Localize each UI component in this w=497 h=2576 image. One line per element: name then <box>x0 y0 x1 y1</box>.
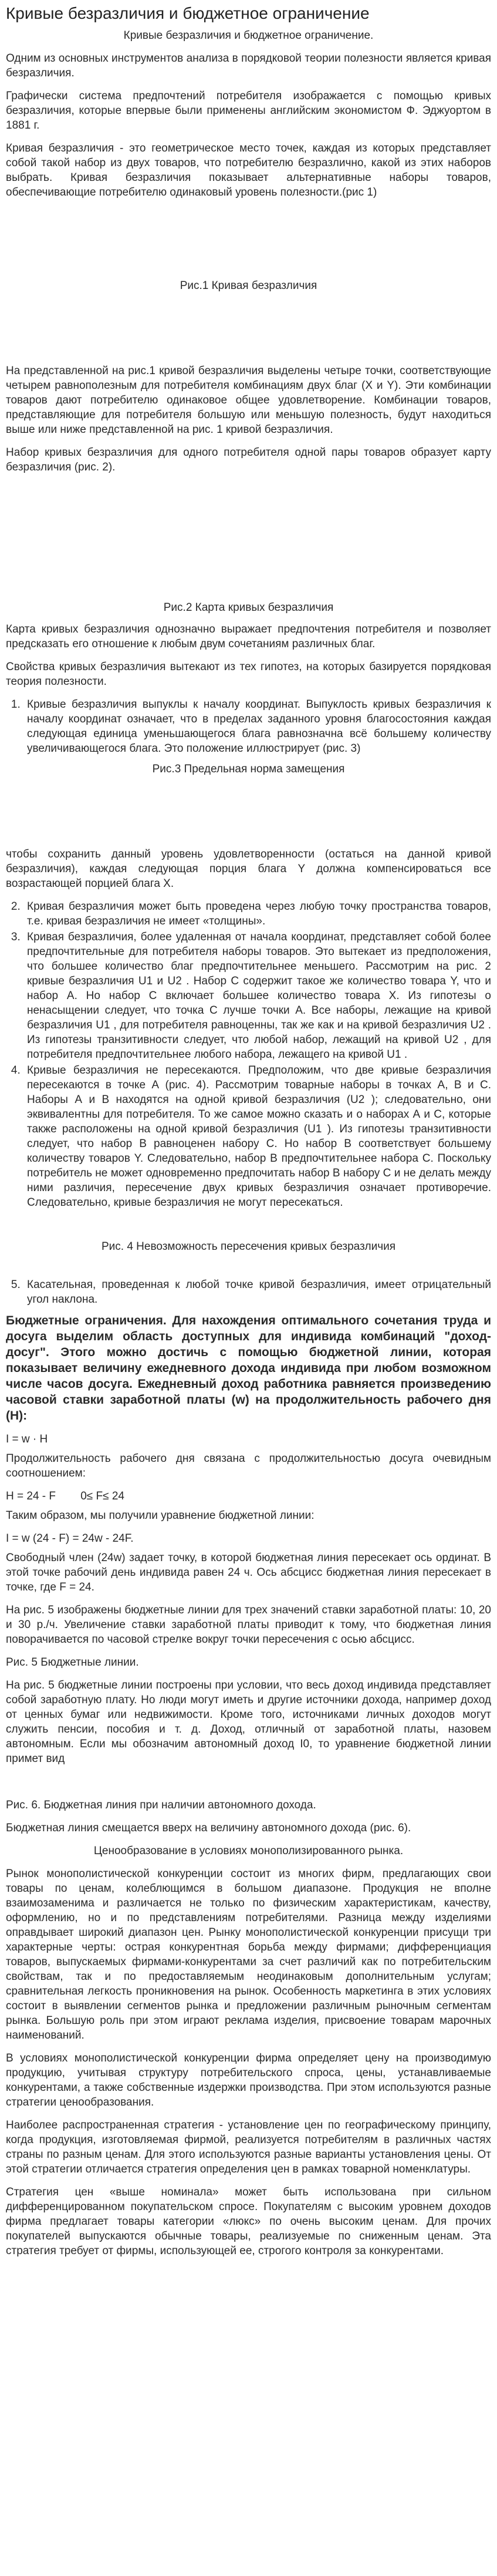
figure-placeholder <box>6 208 491 278</box>
paragraph: Наиболее распространенная стратегия - установление цен по географическому принципу, когда продукция, изготовляемая фирмой, реализуется потребителям в различных частях страны по разным ценам. Для этого используются разные варианты установления цены. От этой стратегии отличается стратегия определения цен в рамках товарной номенклатуры. <box>6 2119 491 2175</box>
paragraph: Свойства кривых безразличия вытекают из тех гипотез, на которых базируется порядковая теория полезности. <box>6 661 491 688</box>
figure-placeholder <box>6 1216 491 1239</box>
properties-list <box>6 899 491 1210</box>
budget-constraint-heading: Бюджетные ограничения. Для нахождения оптимального сочетания труда и досуга выделим область доступных для индивида комбинаций "доход-досуг". Этого можно достичь с помощью бюджетной линии, которая показывает величину ежедневного дохода индивида при любом возможном числе часов досуга. Ежедневный доход работника равняется произведению часовой ставки заработной платы (w) на продолжительность рабочего дня (H): <box>6 1314 491 1422</box>
paragraph: На представленной на рис.1 кривой безразличия выделены четыре точки, соответствующие четырем равнополезным для потребителя комбинациям двух благ (X и Y). Эти комбинации товаров дают потребителю одинаковое общее удовлетворение. Комбинации товаров, представляющие для потребителя большую или меньшую полезность, будут находиться выше или ниже представленной на рис. 1 кривой безразличия. <box>6 365 491 436</box>
paragraph: Таким образом, мы получили уравнение бюджетной линии: <box>6 1509 315 1522</box>
properties-list <box>6 697 491 756</box>
paragraph: Рынок монополистической конкуренции состоит из многих фирм, предлагающих свои товары по ценам, колеблющимся в большом диапазоне. Продукция не вполне взаимозаменима и различается не только по физическим характеристикам, качеству, оформлению, но и по представлениям потребителями. Разница между изделиями оправдывает широкий диапазон цен. Рынку монополистической конкуренции присущи три характерные черты: острая конкурентная борьба между фирмами; дифференциация товаров, выпускаемых фирмами-конкурентами за счет различий как по потребительским свойствам, так и по предоставляемым неодинаковым дополнительным услугам; сравнительная легкость проникновения на рынок. Особенность маркетинга в этих условиях состоит в выявлении сегментов рынка и предложении различным рыночным сегментам рынка. Большую роль при этом играют реклама изделия, присвоение товарам марочных наименований. <box>6 1868 491 2042</box>
list-item: 3. Кривая безразличия, более удаленная от начала координат, представляет собой более предпочтительные для потребителя наборы товаров. Это вытекает из предположения, что большее количество благ предпочтительнее меньшего. Рассмотрим на рис. 2 кривые безразличия U1 и U2 . Набор С содержит такое же количество товара Y, что и набор А. Но набор С включает большее количество товара X. Из гипотезы о ненасыщении следует, что точка С лучше точки А. Все наборы, лежащие на кривой безразличия U1 , для потребителя равноценны, так же как и на кривой безразличия U2 . Из гипотезы транзитивности следует, что любой набор, лежащий на кривой U2 , для потребителя предпочтительнее любого набора, лежащего на кривой U1 . <box>23 930 491 1062</box>
paragraph: Одним из основных инструментов анализа в порядковой теории полезности является кривая безразличия. <box>6 52 491 79</box>
paragraph: На рис. 5 бюджетные линии построены при условии, что весь доход индивида представляет собой заработную плату. Но люди могут иметь и другие источники дохода, например доход от ценных бумаг или недвижимости. Кроме того, источниками личных доходов могут служить пенсии, пособия и т. д. Доход, отличный от заработной платы, назовем автономным. Если мы обозначим автономный доход I0, то уравнение бюджетной линии примет вид <box>6 1679 491 1765</box>
formula: H = 24 - F 0≤ F≤ 24 <box>6 1490 124 1502</box>
figure-placeholder <box>6 1774 491 1798</box>
paragraph: Набор кривых безразличия для одного потребителя одной пары товаров образует карту безразличия (рис. 2). <box>6 446 491 473</box>
paragraph: чтобы сохранить данный уровень удовлетворенности (остаться на данной кривой безразличия), каждая следующая порция блага Y должна компенсироваться все возрастающей порцией блага X. <box>6 848 491 890</box>
list-item: 4. Кривые безразличия не пересекаются. Предположим, что две кривые безразличия пересекаются в точке А (рис. 4). Рассмотрим товарные наборы в точках А, В и С. Наборы А и В находятся на одной кривой безразличия (U2 ); следовательно, они эквивалентны для потребителя. То же самое можно сказать и о наборах А и С, которые также расположены на одной кривой безразличия (U1 ). Из гипотезы транзитивности следует, что набор В равноценен набору С. Но набор В соответствует большему количеству товаров Y. Следовательно, набор В предпочтительнее набора С. Поскольку потребитель не может одновременно предпочитать набор В набору С и не делать между ними различия, пересечение двух кривых безразличия означает противоречие. Следовательно, кривые безразличия не могут пересекаться. <box>23 1063 491 1210</box>
list-item: 2. Кривая безразличия может быть проведена через любую точку пространства товаров, т.е. кривая безразличия не имеет «толщины». <box>23 899 491 929</box>
paragraph: На рис. 5 изображены бюджетные линии для трех значений ставки заработной платы: 10, 20 и 30 р./ч. Увеличение ставки заработной платы приводит к тому, что бюджетная линия поворачивается по часовой стрелке вокруг точки пересечения с осью абсцисс. <box>6 1604 491 1646</box>
figure-caption: Рис.1 Кривая безразличия <box>180 280 317 292</box>
section-heading: Ценообразование в условиях монополизированного рынка. <box>93 1845 404 1857</box>
formula: I = w (24 - F) = 24w - 24F. <box>6 1532 134 1545</box>
figure-caption: Рис. 6. Бюджетная линия при наличии автономного дохода. <box>6 1799 316 1811</box>
paragraph: Продолжительность рабочего дня связана с продолжительностью досуга очевидным соотношением: <box>6 1452 491 1479</box>
figure-caption: Рис. 4 Невозможность пересечения кривых безразличия <box>101 1240 396 1253</box>
figure-caption: Рис.3 Предельная норма замещения <box>152 763 345 775</box>
paragraph: Кривая безразличия - это геометрическое место точек, каждая из которых представляет собой такой набор из двух товаров, что потребителю безразлично, какой из этих наборов выбрать. Кривая безразличия показывает альтернативные наборы товаров, обеспечивающие потребителю одинаковый уровень полезности.(рис 1) <box>6 142 491 199</box>
list-item: 5. Касательная, проведенная к любой точке кривой безразличия, имеет отрицательный угол наклона. <box>23 1277 491 1307</box>
paragraph: Свободный член (24w) задает точку, в которой бюджетная линия пересекает ось ординат. В этой точке рабочий день индивида равен 24 ч. Ось абсцисс бюджетная линия пересекает в точке, где F = 24. <box>6 1552 491 1593</box>
subtitle: Кривые безразличия и бюджетное ограничение. <box>123 29 374 42</box>
figure-placeholder <box>6 483 491 600</box>
list-item: 1. Кривые безразличия выпуклы к началу координат. Выпуклость кривых безразличия к началу координат означает, что в пределах заданного уровня благосостояния каждая следующая единица уменьшающегося блага равнозначна всё большему количеству увеличивающегося блага. Это положение иллюстрирует (рис. 3) <box>23 697 491 756</box>
figure-caption: Рис. 5 Бюджетные линии. <box>6 1656 139 1669</box>
paragraph: В условиях монополистической конкуренции фирма определяет цену на производимую продукцию, учитывая структуру потребительского спроса, цены, устанавливаемые конкурентами, а также собственные издержки производства. При этом используются разные стратегии ценообразования. <box>6 2052 491 2108</box>
figure-placeholder <box>6 1254 491 1277</box>
paragraph: Стратегия цен «выше номинала» может быть использована при сильном дифференцированном покупательском спросе. Покупателям с высоким уровнем доходов фирма предлагает товары категории «люкс» по очень высоким ценам. Для прочих покупателей выпускаются обычные товары, реализуемые по сниженным ценам. Эта стратегия требует от фирмы, использующей ее, строгого контроля за конкурентами. <box>6 2186 491 2257</box>
page-title: Кривые безразличия и бюджетное ограничение <box>6 4 370 22</box>
figure-placeholder <box>6 293 491 364</box>
paragraph: Бюджетная линия смещается вверх на величину автономного дохода (рис. 6). <box>6 1822 411 1834</box>
properties-list <box>6 1277 491 1307</box>
paragraph: Карта кривых безразличия однозначно выражает предпочтения потребителя и позволяет предсказать его отношение к любым двум сочетаниям различных благ. <box>6 623 491 650</box>
figure-caption: Рис.2 Карта кривых безразличия <box>163 601 334 614</box>
figure-placeholder <box>6 776 491 847</box>
paragraph: Графически система предпочтений потребителя изображается с помощью кривых безразличия, которые впервые были применены английским экономистом Ф. Эджуортом в 1881 г. <box>6 90 491 132</box>
formula: I = w · H <box>6 1433 48 1445</box>
